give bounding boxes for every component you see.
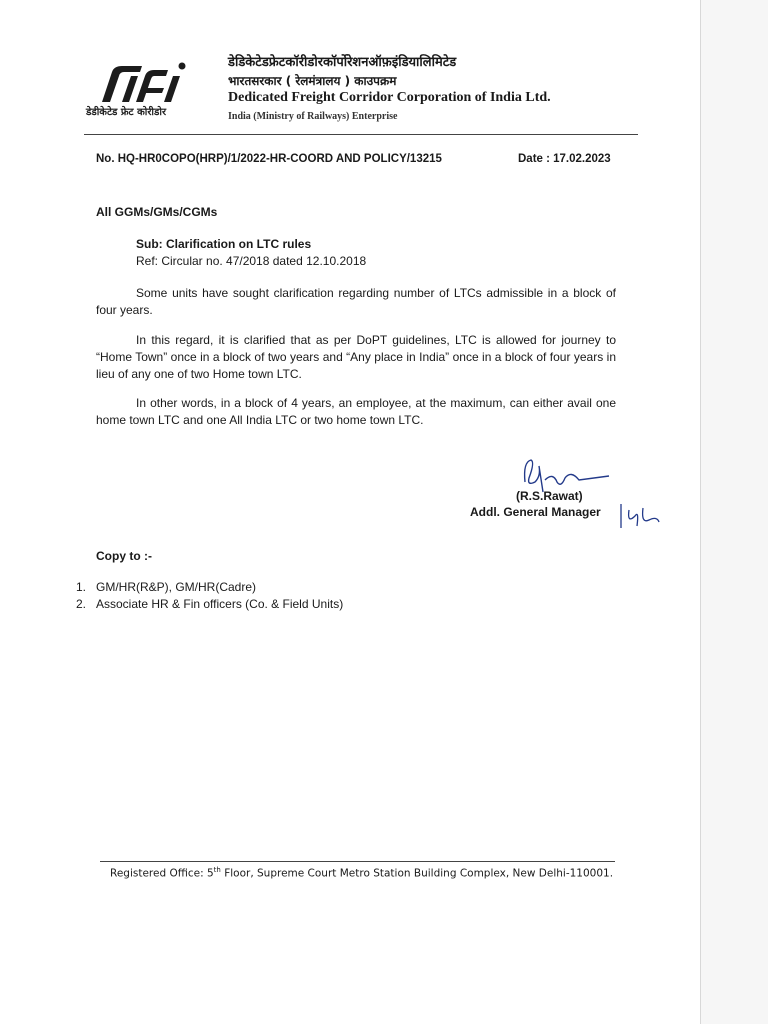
body-paragraph <box>96 285 616 319</box>
enterprise-line: India (Ministry of Railways) Enterprise <box>228 111 398 122</box>
govt-line-hindi: भारतसरकार ( रेलमंत्रालय ) काउपक्रम <box>228 74 397 88</box>
paragraph-text: In other words, in a block of 4 years, an employee, at the maximum, can either avail one home town LTC and one All India LTC or two home town LTC. <box>96 396 616 427</box>
logo-caption: डेडीकेटेड फ्रेट कोरीडोर <box>86 107 167 118</box>
reference-line: Ref: Circular no. 47/2018 dated 12.10.2018 <box>136 254 367 268</box>
dfccil-logo <box>98 58 190 108</box>
scan-margin <box>701 0 768 1024</box>
copy-to-heading: Copy to :- <box>96 549 152 563</box>
body-paragraph <box>96 332 616 383</box>
handwritten-initials <box>617 502 663 530</box>
paragraph-text: Some units have sought clarification regarding number of LTCs admissible in a block of four years. <box>96 286 616 317</box>
registered-office-footer <box>110 866 613 880</box>
signatory-designation: Addl. General Manager <box>470 505 601 519</box>
org-name-hindi: डेडिकेटेडफ्रेटकॉरीडोरकॉर्पोरेशनऑफ़इंडियालिमिटेड <box>228 55 457 70</box>
list-item <box>76 579 343 596</box>
footer-superscript: th <box>213 866 221 874</box>
list-item <box>76 596 343 613</box>
letter-date: Date : 17.02.2023 <box>518 153 611 165</box>
subject-line: Sub: Clarification on LTC rules <box>136 237 312 251</box>
signatory-name: (R.S.Rawat) <box>516 489 583 503</box>
body-paragraph <box>96 395 616 429</box>
list-number: 2. <box>76 597 87 611</box>
footer-divider <box>100 861 615 862</box>
org-name-english: Dedicated Freight Corridor Corporation of India Ltd. <box>228 90 551 105</box>
list-text: Associate HR & Fin officers (Co. & Field Units) <box>96 597 344 611</box>
copy-to-list <box>76 579 343 613</box>
footer-suffix: Floor, Supreme Court Metro Station Building Complex, New Delhi-110001. <box>220 867 614 880</box>
reference-number: No. HQ-HR0COPO(HRP)/1/2022-HR-COORD AND POLICY/13215 <box>96 153 442 165</box>
list-text: GM/HR(R&P), GM/HR(Cadre) <box>96 580 257 594</box>
addressee: All GGMs/GMs/CGMs <box>96 205 218 219</box>
header-divider <box>84 134 638 135</box>
list-number: 1. <box>76 580 87 594</box>
footer-prefix: Registered Office: 5 <box>110 867 214 880</box>
paragraph-text: In this regard, it is clarified that as per DoPT guidelines, LTC is allowed for journey to “Home Town” once in a block of two years and “Any place in India” once in a block of four years in lieu of any one of two Home town LTC. <box>96 333 616 381</box>
